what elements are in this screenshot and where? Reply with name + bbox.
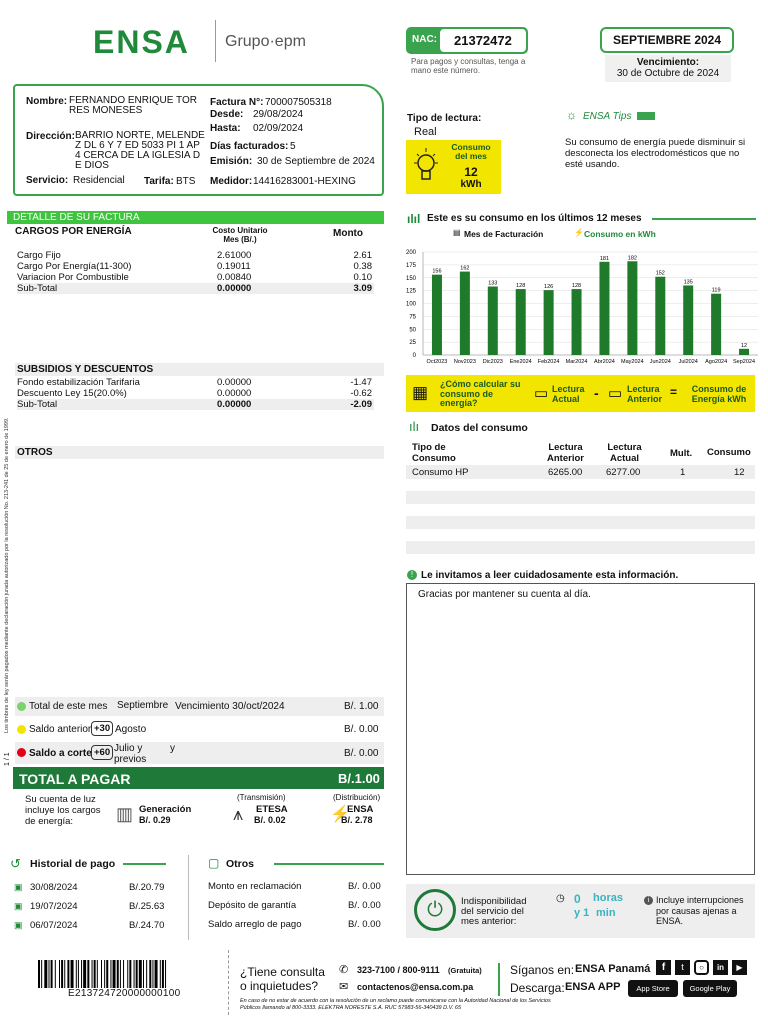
others-amount: B/. 0.00 [348, 881, 381, 892]
total-bar [13, 767, 384, 789]
barcode-bar [117, 960, 119, 988]
outage-min-label: min [596, 907, 616, 919]
x-tick-label: Jun2024 [649, 359, 671, 365]
barcode-bar [81, 960, 82, 988]
barcode-bar [64, 960, 65, 988]
barcode-bar [149, 960, 151, 988]
calendar-icon: ▣ [14, 882, 23, 892]
cd-current: 6277.00 [606, 467, 641, 478]
x-tick-label: May2024 [621, 359, 644, 365]
row-amount: 0.10 [353, 272, 372, 283]
prev-badge: +30 [91, 721, 113, 736]
y-tick-label: 125 [405, 288, 416, 295]
others-line [274, 863, 384, 865]
row-amount: 3.09 [353, 283, 372, 294]
footer-email[interactable]: contactenos@ensa.com.pa [357, 982, 474, 992]
cut-months: Julio y previos [114, 743, 147, 765]
linkedin-icon[interactable]: in [713, 960, 728, 975]
bar [572, 289, 582, 355]
logo-divider [215, 20, 216, 62]
others-label: Depósito de garantía [208, 900, 297, 911]
row-unit: 0.00000 [217, 399, 252, 410]
nac-box [406, 27, 528, 54]
barcode-bar [101, 960, 102, 988]
tariff-label: Tarifa: [144, 176, 174, 187]
due-date: 30 de Octubre de 2024 [616, 68, 720, 79]
barcode-bar [67, 960, 69, 988]
history-date: 30/08/2024 [30, 882, 78, 893]
row-amount: -0.62 [350, 388, 372, 399]
green-dot-icon [17, 702, 26, 711]
service-label: Servicio: [26, 175, 69, 186]
customer-name: FERNANDO ENRIQUE TOR RES MONESES [69, 95, 197, 116]
subsidies-title: SUBSIDIOS Y DESCUENTOS [17, 364, 154, 375]
barcode-bar [41, 960, 42, 988]
plug-outage-icon: ⏻ [414, 889, 456, 931]
follow-label: Síganos en: [510, 963, 575, 977]
bar [460, 272, 470, 355]
row-name: Cargo Fijo [17, 250, 61, 261]
outage-box [406, 884, 755, 938]
barcode-text: E213724720000000100 [68, 988, 181, 999]
summary-row-prev [15, 720, 384, 739]
google-play-label: Google Play [689, 984, 731, 993]
calc-box [406, 375, 755, 412]
cd-header-current: Lectura Actual [607, 442, 642, 464]
barcode-bar [38, 960, 40, 988]
barcode-bar [160, 960, 161, 988]
unit-cost-header: Costo Unitario Mes (B/.) [212, 226, 268, 244]
due-box [605, 55, 731, 82]
barcode-bar [106, 960, 108, 988]
info-small-icon: i [644, 896, 653, 905]
plug-small-icon: ⚡ [574, 228, 584, 237]
consumption-value: 12 [464, 165, 478, 179]
row-name: Descuento Ley 15(20.0%) [17, 388, 127, 399]
row-unit: 0.00000 [217, 283, 252, 294]
row-amount: -1.47 [350, 377, 372, 388]
consumption-chart [398, 244, 760, 368]
x-tick-label: Abr2024 [594, 359, 615, 365]
red-dot-icon [17, 748, 26, 757]
table-row [17, 377, 374, 388]
history-line [123, 863, 166, 865]
barcode-bar [76, 960, 77, 988]
barcode-bar [87, 960, 89, 988]
cd-header-consumption: Consumo [707, 447, 751, 458]
facebook-icon[interactable]: f [656, 960, 671, 975]
row-unit: 0.00000 [217, 377, 252, 388]
y-tick-label: 150 [405, 275, 416, 282]
gen-label: Generación [139, 804, 192, 815]
to-label: Hasta: [210, 123, 241, 134]
footer-legal: En caso de no estar de acuerdo con la resolución de un reclamo puede comunicarse con la Autoridad Nacional de los Servicios Públicos llamando al 800-3333. ELEKTRA NORESTE S.A. RUC 57983-56-340439 D.V. 65 [240, 998, 551, 1011]
period-box [600, 27, 734, 53]
row-amount: 2.61 [353, 250, 372, 261]
barcode-bar [134, 960, 135, 988]
barcode-bar [110, 960, 111, 988]
nac-value: 21372472 [454, 33, 512, 48]
days-label: Días facturados: [210, 141, 289, 152]
info-title: Le invitamos a leer cuidadosamente esta información. [421, 570, 679, 581]
address: BARRIO NORTE, MELENDE Z DL 6 Y 7 ED 5033 PI 1 AP 4 CERCA DE LA IGLESIA D E DIOS [75, 130, 205, 171]
barcode-bar [123, 960, 124, 988]
footer-phone[interactable]: 323-7100 / 800-9111 [357, 965, 440, 975]
calendar-current-icon: ▭ [534, 385, 549, 402]
barcode-bar [104, 960, 105, 988]
dist-caption: (Distribución) [333, 793, 381, 802]
instagram-icon[interactable]: ○ [694, 960, 709, 975]
piggy-icon: ☼ [566, 108, 577, 122]
info-text: Gracias por mantener su cuenta al día. [418, 589, 591, 600]
row-unit: 2.61000 [217, 250, 252, 261]
calc-minus: - [594, 385, 599, 401]
x-tick-label: Sep2024 [733, 359, 756, 365]
bar-value-label: 119 [711, 287, 721, 294]
row-name: Variacion Por Combustible [17, 272, 129, 283]
table-row [17, 399, 374, 410]
from-label: Desde: [210, 109, 244, 120]
legend-x: Mes de Facturación [464, 229, 544, 239]
y-tick-label: 200 [405, 250, 416, 256]
total-amount: B/.1.00 [338, 771, 380, 786]
lightbulb-icon [412, 146, 440, 186]
cd-type: Consumo HP [412, 467, 469, 478]
prev-label: Saldo anterior [29, 724, 92, 735]
reading-type-label: Tipo de lectura: [407, 113, 482, 124]
outage-minutes: y 1 [574, 907, 590, 919]
tips-title: ENSA Tips [583, 111, 632, 122]
barcode-bar [139, 960, 142, 988]
row-unit: 0.00840 [217, 272, 252, 283]
page-number: 1 / 1 [4, 752, 11, 766]
row-amount: -2.09 [350, 399, 372, 410]
document-icon: ▢ [208, 856, 220, 870]
others-amount: B/. 0.00 [348, 919, 381, 930]
barcode-bar [136, 960, 138, 988]
nac-label: NAC: [412, 34, 437, 45]
bar-value-label: 135 [683, 279, 693, 286]
footer-question: ¿Tiene consulta o inquietudes? [240, 965, 325, 993]
address-label: Dirección: [26, 131, 75, 142]
nac-note: Para pagos y consultas, tenga a mano este número. [411, 57, 526, 75]
meter-label: Medidor: [210, 176, 253, 187]
summary-row-cut [15, 742, 384, 764]
row-unit: 0.19011 [217, 261, 251, 272]
table-row [17, 272, 374, 283]
emission: 30 de Septiembre de 2024 [257, 156, 375, 167]
cut-badge: +60 [91, 745, 113, 760]
barcode-bar [113, 960, 116, 988]
amount-header: Monto [333, 228, 363, 239]
invoice-number: 700007505318 [265, 97, 332, 108]
calendar-icon: ▣ [14, 920, 23, 930]
footer-phone-note: (Gratuita) [448, 966, 482, 975]
side-note: Los timbres de ley serán pagados mediante declaración jurada autorizado por la resolución No. 213-241 de 25 de enero de 1999. [4, 417, 10, 733]
y-tick-label: 0 [412, 353, 416, 359]
ensa-logo: ENSA [93, 24, 190, 60]
data-icon: ılı [409, 419, 420, 434]
name-label: Nombre: [26, 96, 68, 107]
info-icon: ! [407, 570, 417, 580]
x-tick-label: Feb2024 [537, 359, 560, 365]
outage-hours-label: horas [593, 892, 623, 904]
x-tick-label: Oct2023 [426, 359, 448, 365]
barcode-bar [92, 960, 93, 988]
calendar-small-icon: ▤ [453, 228, 461, 237]
period: SEPTIEMBRE 2024 [612, 33, 722, 47]
barcode-bar [127, 960, 128, 988]
twitter-icon[interactable]: t [675, 960, 690, 975]
history-amount: B/.24.70 [129, 920, 165, 931]
barcode-bar [71, 960, 74, 988]
tariff: BTS [176, 176, 196, 187]
barcode-bar [162, 960, 164, 988]
cut-y: y [170, 743, 175, 754]
chart-icon: ılıl [407, 212, 421, 226]
bar [599, 262, 609, 355]
bar-value-label: 182 [627, 255, 637, 262]
bar [516, 289, 526, 355]
barcode-bar [51, 960, 53, 988]
row-unit: 0.00000 [217, 388, 252, 399]
trans-caption: (Transmisión) [237, 793, 286, 802]
social-icons [656, 960, 747, 975]
others-bar [15, 446, 384, 459]
x-tick-label: Ago2024 [705, 359, 728, 365]
history-title: Historial de pago [30, 858, 116, 870]
cd-mult: 1 [680, 467, 686, 478]
x-tick-label: Nov2023 [453, 359, 476, 365]
cd-empty-row [406, 541, 755, 554]
calc-previous: Lectura Anterior [627, 384, 663, 404]
prev-month: Agosto [115, 724, 147, 735]
y-tick-label: 75 [409, 314, 416, 321]
calc-question: ¿Cómo calcular su consumo de energía? [440, 379, 521, 408]
tips-text: Su consumo de energía puede disminuir si desconecta los electrodomésticos que no esté usando. [565, 137, 746, 170]
total-label: TOTAL A PAGAR [19, 771, 131, 787]
dist-value: B/. 2.78 [341, 815, 373, 825]
month-amount: B/. 1.00 [344, 701, 379, 712]
youtube-icon[interactable]: ▶ [732, 960, 747, 975]
cd-empty-row [406, 491, 755, 504]
consumption-data-title: Datos del consumo [431, 422, 528, 434]
download-label: Descarga: [510, 981, 565, 995]
reading-type: Real [414, 126, 437, 138]
detail-title-bar [7, 211, 384, 224]
y-tick-label: 175 [405, 262, 416, 269]
includes-text: Su cuenta de luz incluye los cargos de energía: [25, 794, 101, 827]
legend-y: Consumo en kWh [584, 229, 656, 239]
row-amount: 0.38 [353, 261, 372, 272]
info-box [406, 583, 755, 875]
email-icon[interactable]: ✉ [339, 981, 349, 993]
y-tick-label: 25 [409, 340, 416, 347]
barcode-bar [55, 960, 56, 988]
footer-divider [228, 950, 229, 1015]
cd-header-prev: Lectura Anterior [547, 442, 584, 464]
barcode-bar [49, 960, 50, 988]
app-store-label: App Store [636, 984, 670, 993]
bar [739, 349, 749, 355]
barcode-bar [165, 960, 166, 988]
cd-consumption: 12 [734, 467, 745, 478]
history-icon: ↺ [10, 856, 21, 871]
tower-icon: ⩚ [233, 804, 244, 824]
gen-value: B/. 0.29 [139, 815, 171, 825]
history-amount: B/.25.63 [129, 901, 165, 912]
month-label: Total de este mes [29, 701, 108, 712]
barcode-bar [78, 960, 79, 988]
customer-box [13, 84, 384, 196]
summary-row-month [15, 697, 384, 716]
barcode-bar [97, 960, 98, 988]
barcode-bar [143, 960, 144, 988]
outage-label: Indisponibilidad del servicio del mes anterior: [461, 896, 527, 927]
barcode-bar [94, 960, 96, 988]
bar-value-label: 12 [740, 342, 748, 349]
barcode-bar [152, 960, 153, 988]
bar [432, 275, 442, 355]
barcode-bar [83, 960, 86, 988]
row-name: Sub-Total [17, 399, 58, 410]
x-tick-label: Dic2023 [482, 359, 503, 365]
phone-icon[interactable]: ✆ [339, 964, 349, 976]
calc-equals: = [670, 385, 678, 399]
barcode-bar [120, 960, 121, 988]
barcode-bar [59, 960, 60, 988]
outage-hours: 0 [574, 892, 581, 906]
group-logo: Grupo·epm [225, 33, 306, 50]
bar [711, 294, 721, 355]
download-app: ENSA APP [565, 981, 621, 993]
trans-value: B/. 0.02 [254, 815, 286, 825]
row-name: Sub-Total [17, 283, 58, 294]
others-amount: B/. 0.00 [348, 900, 381, 911]
row-name: Fondo estabilización Tarifaria [17, 377, 140, 388]
prev-amount: B/. 0.00 [344, 724, 379, 735]
cd-header-type: Tipo de Consumo [412, 442, 456, 464]
y-tick-label: 100 [405, 301, 416, 308]
bar [655, 277, 665, 355]
detail-title: DETALLE DE SU FACTURA [13, 212, 140, 223]
bar-value-label: 152 [655, 270, 665, 277]
others-title: OTROS [17, 447, 53, 458]
barcode-bar [129, 960, 131, 988]
barcode-bar [44, 960, 47, 988]
cd-empty-row [406, 516, 755, 529]
clock-icon: ◷ [556, 893, 565, 904]
calc-result: Consumo de Energía kWh [691, 384, 747, 404]
bar [488, 287, 498, 355]
bar-value-label: 156 [432, 268, 442, 275]
tips-bar [637, 112, 655, 120]
calc-current: Lectura Actual [552, 384, 585, 404]
x-tick-label: Ene2024 [509, 359, 532, 365]
service: Residencial [73, 175, 125, 186]
table-row [17, 388, 374, 399]
consumption-badge [406, 140, 501, 194]
month-name: Septiembre [117, 700, 169, 711]
x-tick-label: Jul2024 [678, 359, 698, 365]
trans-label: ETESA [256, 804, 288, 815]
due-label: Vencimiento: [636, 57, 700, 68]
row-name: Cargo Por Energía(11-300) [17, 261, 132, 272]
days: 5 [290, 141, 296, 152]
chart-title-line [652, 218, 756, 220]
table-row [17, 250, 374, 261]
x-tick-label: Mar2024 [565, 359, 588, 365]
others-label: Monto en reclamación [208, 881, 302, 892]
bar [683, 285, 693, 355]
meter: 14416283001-HEXING [253, 176, 356, 187]
outage-note: Incluye interrupciones por causas ajenas a ENSA. [656, 895, 744, 926]
calculator-icon: ▦ [412, 383, 429, 402]
dist-label: ENSA [347, 804, 374, 815]
consumption-unit: kWh [460, 179, 482, 190]
cd-header-mult: Mult. [670, 448, 693, 459]
charges-title: CARGOS POR ENERGÍA [15, 226, 132, 237]
history-amount: B/.20.79 [129, 882, 165, 893]
barcode-bar [155, 960, 158, 988]
month-due: Vencimiento 30/oct/2024 [175, 701, 285, 712]
emission-label: Emisión: [210, 156, 253, 167]
table-row [17, 283, 374, 294]
barcode-bar [61, 960, 63, 988]
google-play-badge[interactable] [683, 980, 737, 997]
yellow-dot-icon [17, 725, 26, 734]
barcode-bar [146, 960, 147, 988]
bar [544, 290, 554, 355]
cut-label: Saldo a corte [29, 748, 92, 759]
history-divider [188, 855, 189, 940]
bar-value-label: 162 [460, 265, 470, 272]
invoice-label: Factura N°: [210, 97, 264, 108]
consumption-label: Consumo del mes [451, 142, 491, 161]
history-date: 19/07/2024 [30, 901, 78, 912]
footer-divider-green [498, 963, 500, 996]
cd-prev: 6265.00 [548, 467, 583, 478]
chart-title: Este es su consumo en los últimos 12 meses [427, 213, 642, 224]
table-row [17, 261, 374, 272]
follow-brand: ENSA Panamá [575, 963, 651, 975]
cut-amount: B/. 0.00 [344, 748, 379, 759]
others-label: Saldo arreglo de pago [208, 919, 302, 930]
others-box-title: Otros [226, 858, 255, 870]
calendar-previous-icon: ▭ [608, 385, 623, 402]
calendar-icon: ▣ [14, 901, 23, 911]
bar-value-label: 128 [516, 283, 526, 290]
bar-value-label: 181 [599, 255, 610, 262]
generation-icon: ▥ [116, 804, 134, 824]
bar-value-label: 126 [544, 284, 554, 291]
to-date: 02/09/2024 [253, 123, 304, 134]
plug-icon: ⚡ [330, 806, 350, 823]
from-date: 29/08/2024 [253, 109, 304, 120]
bar [627, 261, 637, 355]
app-store-badge[interactable] [628, 980, 678, 997]
bar-value-label: 128 [571, 283, 582, 290]
y-tick-label: 50 [409, 327, 416, 334]
barcode [38, 960, 210, 988]
bar-value-label: 133 [488, 280, 498, 287]
history-date: 06/07/2024 [30, 920, 78, 931]
